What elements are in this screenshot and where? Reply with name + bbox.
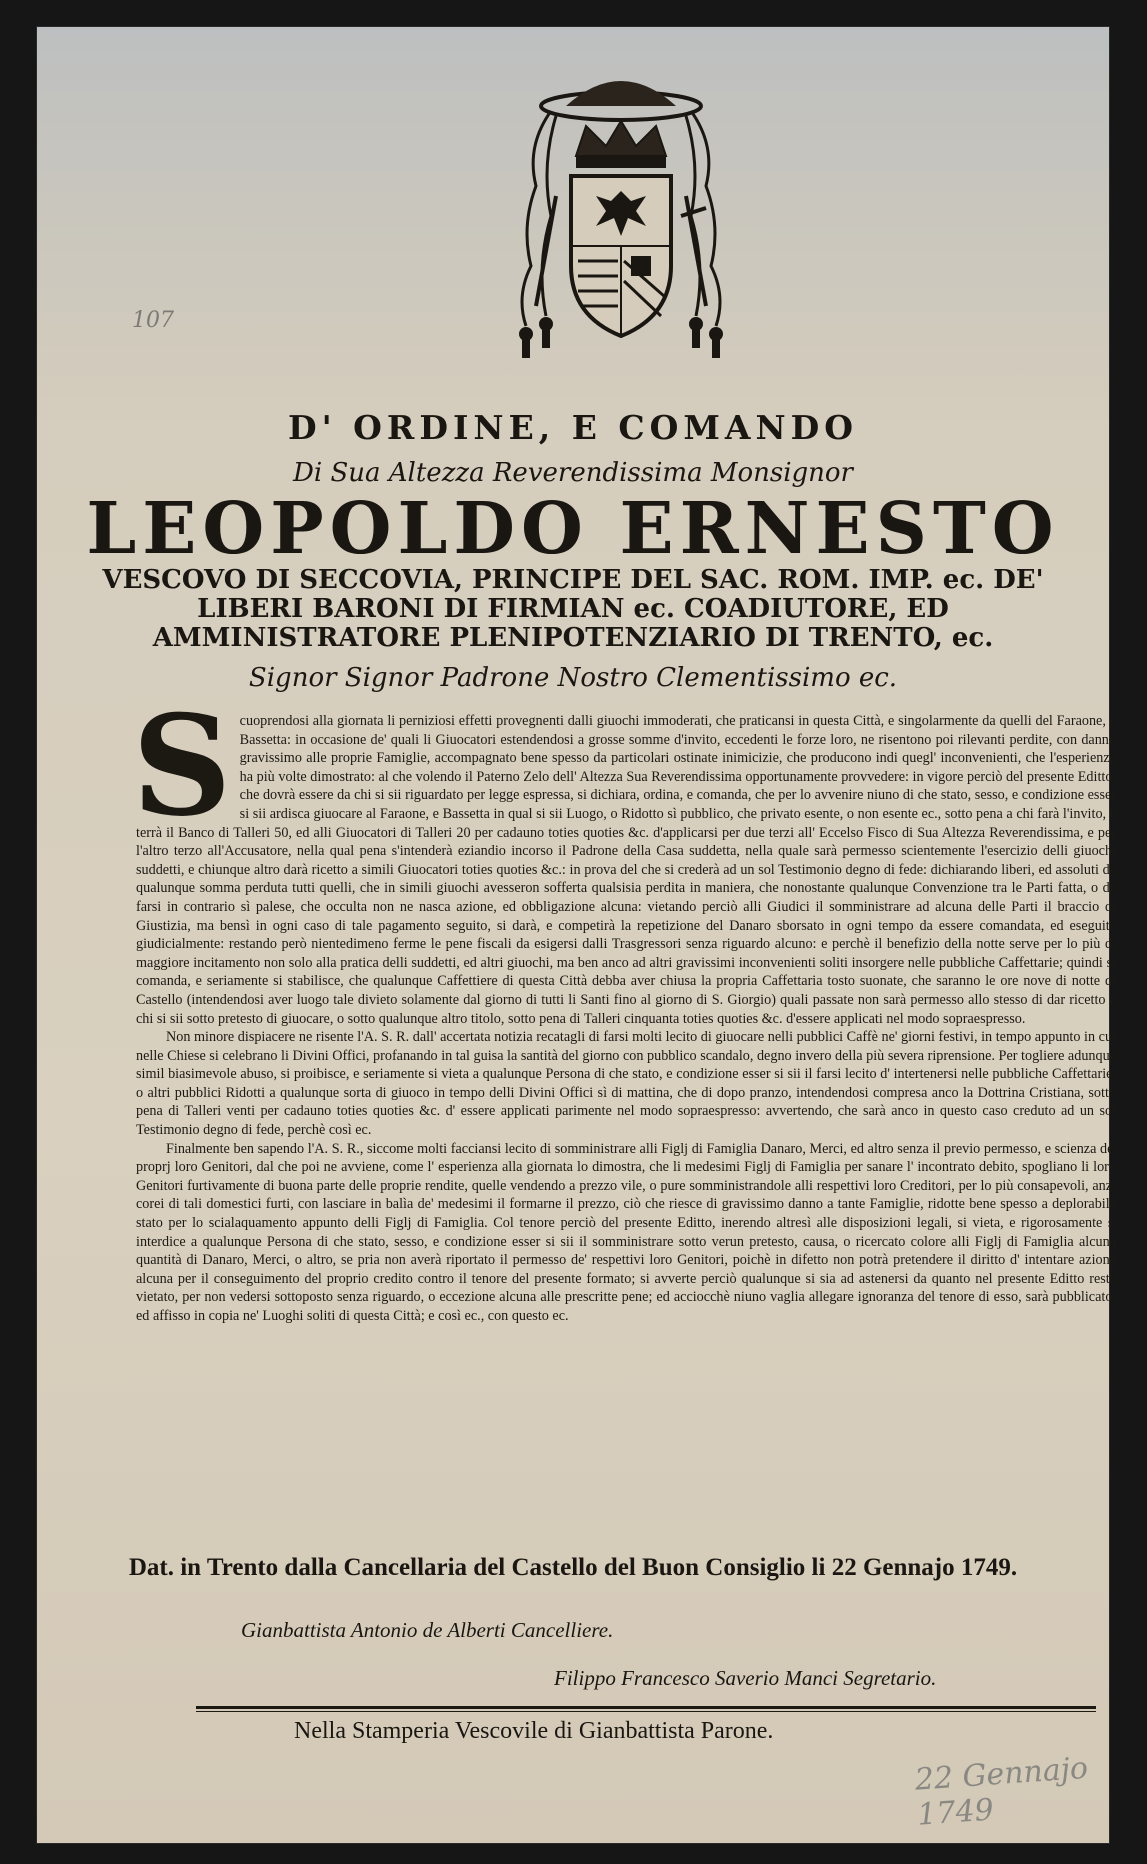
- dated-line: Dat. in Trento dalla Cancellaria del Castello del Buon Consiglio li 22 Gennajo 1749.: [128, 1554, 1018, 1581]
- heading-order: D' ORDINE, E COMANDO: [287, 408, 859, 447]
- paragraph-3: Finalmente ben sapendo l'A. S. R., siccome molti facciansi lecito di somministrare alli Figlj di Famiglia Danaro, Merci, ed altro senza il previo permesso, e scienza de' proprj loro Genitori, dal che poi ne avviene, come l' esperienza alla giornata lo dimostra, che li medesimi Figlj di Famiglia per sanare l' incontrato debito, spogliano li loro Genitori furtivamente di buona parte delle proprie rendite, quelle vendendo a prezzo vile, o pure somministrandole alli respettivi loro Creditori, per lo più consapevoli, anzi corei di tali domestici furti, con lasciare in balìa de' medesimi il formarne il prezzo, ciò che riesce di gravissimo danno a tante Famiglie, ridotte bene spesso a deplorabile stato per lo scialaquamento appunto delli Figlj di Famiglia. Col tenore perciò del presente Editto, inerendo altresì alle disposizioni legali, si vieta, e rigorosamente s' interdice a qualunque Persona di che stato, sesso, e condizione esser si sii il somministrare sotto verun pretesto, causa, o ricercato colore alli Figlj di Famiglia alcuna quantità di Danaro, Merci, o altro, se pria non averà riportato il permesso de' respettivi loro Genitori, poichè in difetto non potrà pretendere il diritto d' intentare azione alcuna per il conseguimento del proprio credito contro il tenore del presente formato; si avverte perciò qualunque si sia ad astenersi da quanto nel presente Editto resta vietato, per non vedersi sottoposto senza riguardo, o eccezione alcuna alle prescritte pene; ed acciocchè niuno vaglia allegare ignoranza del tenore di esso, sarà pubblicato, ed affisso in copia ne' Luoghi soliti di questa Città; e così ec., con questo ec.: [136, 1140, 1116, 1324]
- coat-of-arms-icon: [496, 66, 746, 384]
- paragraph-2: Non minore dispiacere ne risente l'A. S. R. dall' accertata notizia recatagli di farsi molti lecito di giuocare nelli pubblici Caffè ne' giorni festivi, in tempo appunto in cui nelle Chiese si celebrano li Divini Offici, profanando in tal guisa la santità del giorno con pubblico scandalo, degno invero della più severa riprensione. Per togliere adunque simil biasimevole abuso, si proibisce, e seriamente si vieta a qualunque Persona di che stato, e condizione esser si sii il farsi lecito d' intertenersi nelle pubbliche Caffettarie, o altri pubblici Ridotti a qualunque sorta di giuoco in tempo delli Divini Offici sì di mattina, che di dopo pranzo, intendendosi compresa anco la Dottrina Cristiana, sotto pena di Talleri venti per cadauno toties quoties &c. d' essere applicati parimente nel modo sopraespresso: avvertendo, che sarà anco in questo caso creduto ad un sol Testimonio degno di fede, perchè così ec.: [136, 1029, 1116, 1139]
- paragraph-1-text: cuoprendosi alla giornata li perniziosi effetti provegnenti dalli giuochi immoderati, che praticansi in questa Città, e singolarmente da quelli del Faraone, e Bassetta: in occasione de' quali li Giuocatori estendendosi a grosse somme d'invito, eccedenti le forze loro, ne risentono poi rilevanti perdite, con danno gravissimo alle proprie Famiglie, accompagnato bene spesso da particolari ostinate inimicizie, che producono indi quegl' inconvenienti, che l'esperienza ha più volte dimostrato: al che volendo il Paterno Zelo dell' Altezza Sua Reverendissima opportunamente provvedere: in vigore perciò del presente Editto, che dovrà essere da chi si sii riguardato per legge espressa, si dichiara, ordina, e comanda, che per lo avvenire niuno di che stato, sesso, e condizione esser si sii ardisca giuocare al Faraone, e Bassetta in qual si sii Luogo, o Ridotto sì pubblico, che privato esente, o non esente ec., sotto pena a chi farà l'invito, e terrà il Banco di Talleri 50, ed alli Giuocatori di Talleri 20 per cadauno toties quoties &c. d'applicarsi per due terzi all' Eccelso Fisco di Sua Altezza Reverendissima, e per l'altro terzo all'Accusatore, nella qual pena s'intenderà eziandio incorso il Padrone della Casa suddetta, nella quale sarà permesso scientemente l'esercizio delli giuochi suddetti, e chiunque altro darà ricetto a simili Giuocatori toties quoties &c.: in prova del che si crederà ad un sol Testimonio degno di fede: dichiarando liberi, ed assoluti da qualunque somma perduta tutti quelli, che in simili giuochi avesseron sofferta qualsisia perdita in maniera, che nonostante qualunque Convenzione tra le Parti fatta, o da farsi in contrario sì palese, che occulta non ne nasca azione, ed obbligazione alcuna: vietando perciò alli Giudici il somministrare ad alcuna delle Parti il braccio di Giustizia, ma bensì in ogni caso di tale pagamento seguito, si darà, e competirà la repetizione del Danaro sborsato in ogni tempo da essere comandata, ed eseguita giudicialmente: restando però nientedimeno ferme le pene fiscali da esigersi dalli Trasgressori senza riguardo alcuno: e perchè il benefizio della notte serve per lo più di maggiore incitamento non solo alla pratica delli suddetti, ed altri giuochi, ma ben anco ad altri gravissimi inconvenienti soliti insorgere nelle pubbliche Caffettarie; quindi si comanda, e seriamente si stabilisce, che qualunque Caffettiere di questa Città debba aver chiusa la propria Caffettaria tosto suonate, che saranno le ore nove di notte di Castello (intendendosi aver luogo tale divieto solamente dal giorno di tutti li Santi fino al giorno di S. Giorgio) quali passate non sarà permesso allo stesso di dar ricetto a chi si sii sotto pretesto di giuocare, o sotto qualunque altro titolo, sotto pena di Talleri cinquanta toties quoties &c. d'essere applicati nel modo sopraespresso.: [136, 713, 1116, 1027]
- divider-rule: [196, 1706, 1096, 1709]
- heading-titles: VESCOVO DI SECCOVIA, PRINCIPE DEL SAC. ROM. IMP. ec. DE' LIBERI BARONI DI FIRMIAN ec. COADIUTORE, ED AMMINISTRATORE PLENIPOTENZIARIO DI TRENTO, ec.: [102, 565, 1044, 653]
- heading-salutation: Signor Signor Padrone Nostro Clementissimo ec.: [248, 663, 898, 693]
- heading-name: LEOPOLDO ERNESTO: [86, 486, 1060, 570]
- signature-chancellor: Gianbattista Antonio de Alberti Cancelliere.: [241, 1618, 614, 1642]
- archive-number: 107: [132, 308, 174, 333]
- handwritten-date: 22 Gennajo 1749: [913, 1750, 1090, 1833]
- heading-honorific: Di Sua Altezza Reverendissima Monsignor: [293, 458, 853, 488]
- paragraph-1: [132, 684, 1116, 1028]
- document-sheet: [36, 26, 1116, 1844]
- divider-rule-thin: [196, 1711, 1096, 1712]
- edict-body: [132, 684, 1116, 1326]
- signature-secretary: Filippo Francesco Saverio Manci Segretario.: [554, 1666, 937, 1690]
- drop-cap: S: [132, 684, 232, 847]
- printer-imprint: Nella Stamperia Vescovile di Gianbattista Parone.: [294, 1718, 774, 1744]
